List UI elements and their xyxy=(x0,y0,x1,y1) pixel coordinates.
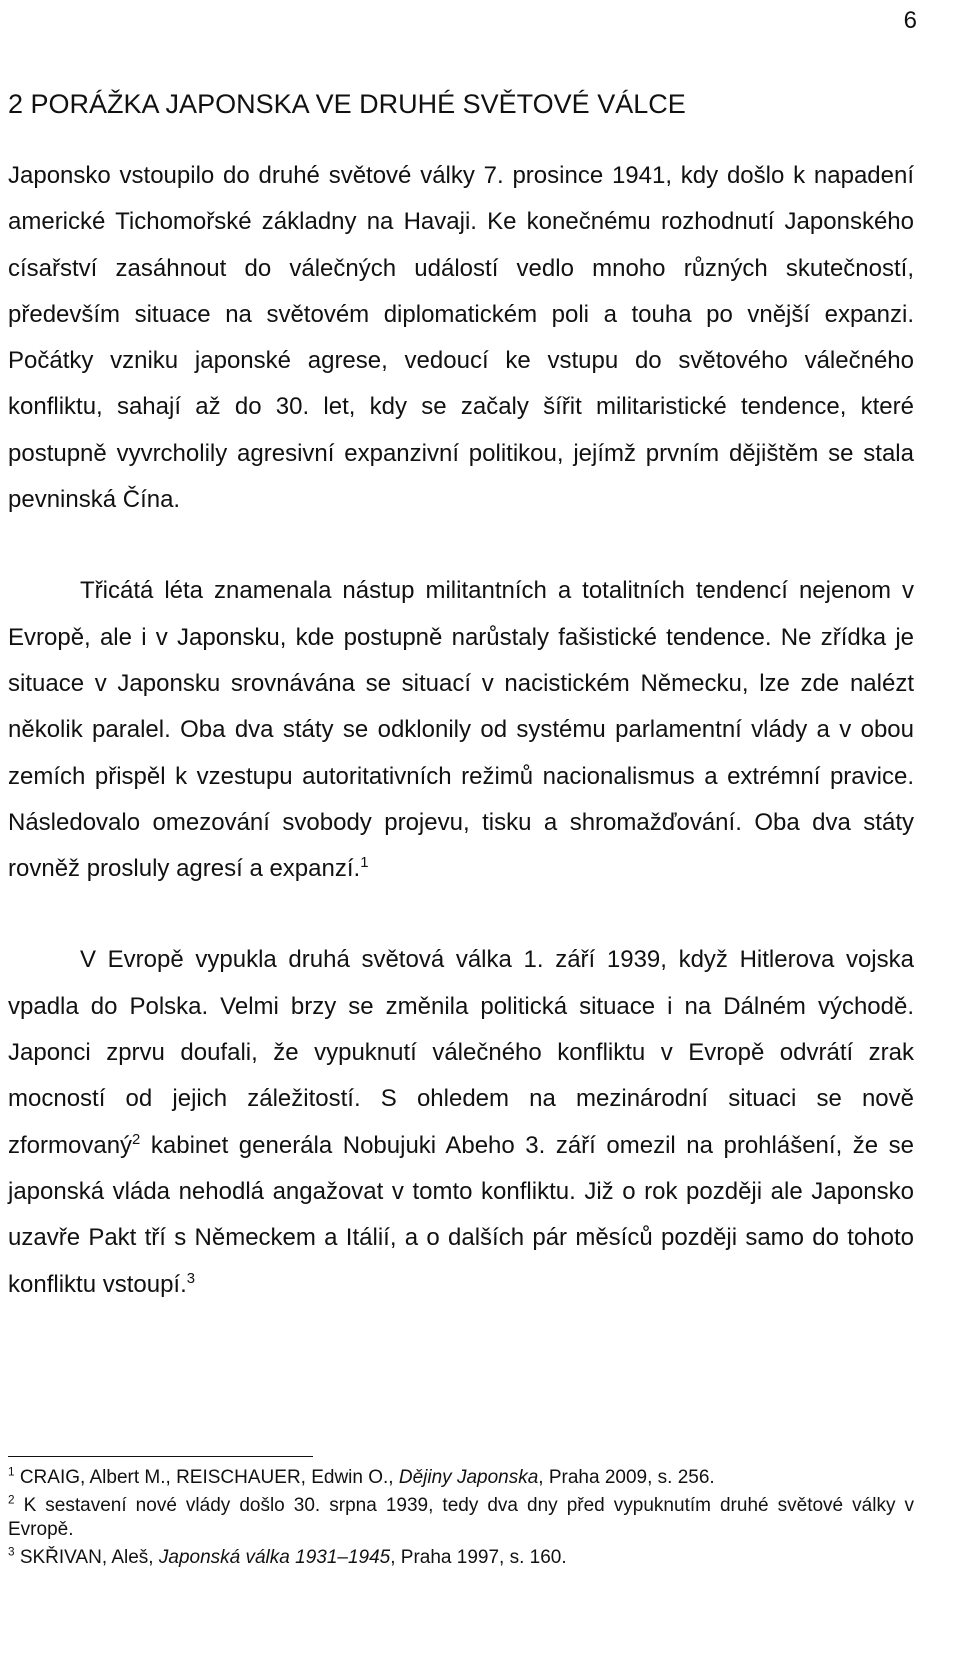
footnote xyxy=(8,1466,914,1490)
footnote-rest: , Praha 2009, s. 256. xyxy=(538,1467,715,1488)
paragraph-text: Japonsko vstoupilo do druhé světové války 7. prosince 1941, kdy došlo k napadení americké Tichomořské základny na Havaji. Ke konečnému rozhodnutí Japonského císařství zasáhnout do válečných událostí vedlo mnoho různých skutečností, především situace na světovém diplomatickém poli a touha po vnější expanzi. Počátky vzniku japonské agrese, vedoucí ke vstupu do světového válečného konfliktu, sahají až do 30. let, kdy se začaly šířit militaristické tendence, které postupně vyvrcholily agresivní expanzivní politikou, jejímž prvním dějištěm se stala pevninská Čína. xyxy=(8,162,914,514)
footnote xyxy=(8,1494,914,1542)
footnote-rest: , Praha 1997, s. 160. xyxy=(390,1547,567,1568)
paragraph xyxy=(8,937,914,1307)
paragraph-text: Třicátá léta znamenala nástup militantních a totalitních tendencí nejenom v Evropě, ale i v Japonsku, kde postupně narůstaly fašistické tendence. Ne zřídka je situace v Japonsku srovnávána se situací v nacistickém Německu, lze zde nalézt několik paralel. Oba dva státy se odklonily od systému parlamentní vlády a v obou zemích přispěl k vzestupu autoritativních režimů nacionalismus a extrémní pravice. Následovalo omezování svobody projevu, tisku a shromažďování. Oba dva státy rovněž prosluly agresí a expanzí. xyxy=(8,577,914,883)
footnote xyxy=(8,1546,914,1570)
chapter-heading: 2 PORÁŽKA JAPONSKA VE DRUHÉ SVĚTOVÉ VÁLCE xyxy=(8,89,686,119)
footnote-title: Japonská válka 1931–1945 xyxy=(158,1547,391,1568)
footnote-mark: 2 xyxy=(8,1493,15,1507)
footnote-mark: 1 xyxy=(8,1465,15,1479)
footnote-reference[interactable]: 1 xyxy=(360,855,369,872)
paragraph xyxy=(8,153,914,523)
body-text xyxy=(8,153,914,1308)
footnote-author: SKŘIVAN, Aleš, xyxy=(19,1547,154,1568)
page-number: 6 xyxy=(903,7,917,34)
footnote-mark: 3 xyxy=(8,1545,15,1559)
footnote-title: Dějiny Japonska xyxy=(398,1467,539,1488)
paragraph xyxy=(8,568,914,892)
footnotes xyxy=(8,1466,914,1570)
footnote-author: CRAIG, Albert M., REISCHAUER, Edwin O., xyxy=(19,1467,394,1488)
footnote-reference[interactable]: 2 xyxy=(132,1131,141,1148)
paragraph-text: kabinet generála Nobujuki Abeho 3. září omezil na prohlášení, že se japonská vláda nehodlá angažovat v tomto konfliktu. Již o rok později ale Japonsko uzavře Pakt tří s Německem a Itálií, a o dalších pár měsíců později samo do tohoto konfliktu vstoupí. xyxy=(8,1131,915,1298)
paragraph-text: V Evropě vypukla druhá světová válka 1. září 1939, když Hitlerova vojska vpadla do Polska. Velmi brzy se změnila politická situace i na Dálném východě. Japonci zprvu doufali, že vypuknutí válečného konfliktu v Evropě odvrátí zrak mocností od jejich záležitostí. S ohledem na mezinárodní situaci se nově zformovaný xyxy=(8,946,914,1159)
footnote-text: K sestavení nové vlády došlo 30. srpna 1939, tedy dva dny před vypuknutím druhé světové války v Evropě. xyxy=(8,1495,914,1540)
footnote-separator xyxy=(8,1456,313,1457)
footnote-reference[interactable]: 3 xyxy=(186,1270,196,1287)
